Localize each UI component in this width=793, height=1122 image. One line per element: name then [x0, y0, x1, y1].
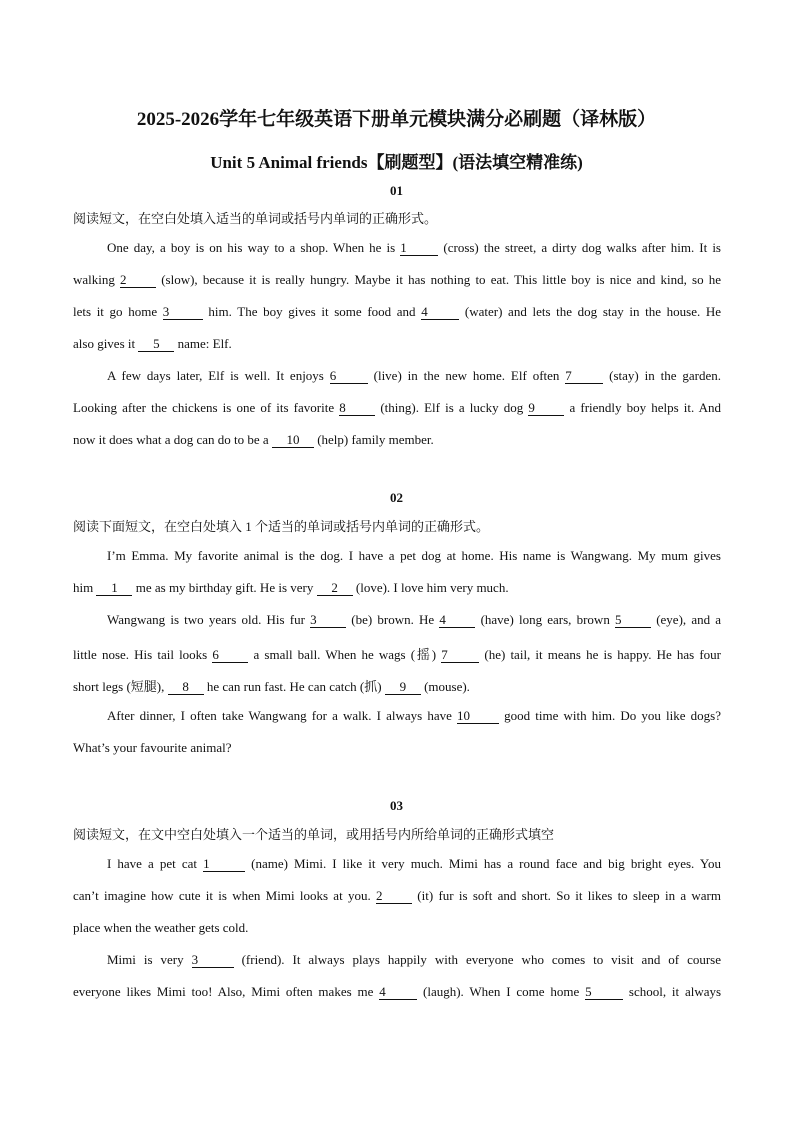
passage-line	[73, 676, 721, 695]
passage-line	[73, 432, 721, 448]
text: him	[73, 580, 94, 595]
text: short legs (短腿),	[73, 679, 165, 694]
answer-blank[interactable]: 10	[272, 433, 314, 448]
answer-blank[interactable]: 2	[376, 889, 412, 904]
text: (it) fur is soft and short. So it likes to sleep in a warm	[417, 888, 721, 903]
text: (stay) in the garden.	[609, 368, 721, 383]
text: a friendly boy helps it. And	[569, 400, 722, 415]
answer-blank[interactable]: 4	[379, 985, 417, 1000]
page-title: 2025-2026学年七年级英语下册单元模块满分必刷题（译林版）	[136, 109, 657, 130]
text: lets it go home	[73, 304, 158, 319]
text: (mouse).	[424, 679, 470, 694]
answer-blank[interactable]: 3	[192, 953, 234, 968]
answer-blank[interactable]: 2	[317, 581, 353, 596]
answer-blank[interactable]: 1	[400, 241, 438, 256]
passage-line	[73, 708, 721, 724]
passage-line	[73, 240, 721, 256]
passage-line	[73, 336, 721, 352]
passage-line: place when the weather gets cold.	[73, 920, 249, 935]
text: him. The boy gives it some food and	[208, 304, 416, 319]
text: (thing). Elf is a lucky dog	[380, 400, 524, 415]
answer-blank[interactable]: 7	[441, 648, 479, 663]
answer-blank[interactable]: 7	[565, 369, 603, 384]
answer-blank[interactable]: 8	[339, 401, 375, 416]
text: walking	[73, 272, 115, 287]
passage-line	[73, 984, 721, 1000]
text: One day, a boy is on his way to a shop. When he is	[107, 240, 396, 255]
passage-line	[73, 952, 721, 968]
answer-blank[interactable]: 10	[457, 709, 499, 724]
text: (live) in the new home. Elf often	[373, 368, 560, 383]
answer-blank[interactable]: 6	[330, 369, 368, 384]
text: (help) family member.	[317, 432, 434, 447]
passage-line	[73, 612, 721, 628]
text: Mimi is very	[107, 952, 184, 967]
text: little nose. His tail looks	[73, 647, 208, 662]
section-instruction: 阅读短文，在文中空白处填入一个适当的单词，或用括号内所给单词的正确形式填空	[73, 827, 555, 842]
text: a small ball. When he wags (摇)	[253, 647, 437, 662]
text: (water) and lets the dog stay in the house. He	[464, 304, 722, 319]
text: also gives it	[73, 336, 136, 351]
answer-blank[interactable]: 4	[421, 305, 459, 320]
text: he can run fast. He can catch (抓)	[206, 679, 382, 694]
text: (cross) the street, a dirty dog walks after him. It is	[443, 240, 721, 255]
text: everyone likes Mimi too! Also, Mimi often makes me	[73, 984, 374, 999]
text: (eye), and a	[656, 612, 722, 627]
text: can’t imagine how cute it is when Mimi looks at you.	[73, 888, 371, 903]
answer-blank[interactable]: 3	[163, 305, 203, 320]
answer-blank[interactable]: 2	[120, 273, 156, 288]
text: good time with him. Do you like dogs?	[504, 708, 722, 723]
section-number: 02	[390, 490, 403, 505]
text: (he) tail, it means he is happy. He has four	[484, 647, 721, 662]
text: me as my birthday gift. He is very	[135, 580, 314, 595]
answer-blank[interactable]: 9	[528, 401, 564, 416]
text: (have) long ears, brown	[480, 612, 610, 627]
answer-blank[interactable]: 4	[439, 613, 475, 628]
page-subtitle: Unit 5 Animal friends【刷题型】(语法填空精准练)	[210, 153, 583, 172]
answer-blank[interactable]: 1	[96, 581, 132, 596]
passage-line	[73, 368, 721, 384]
text: now it does what a dog can do to be a	[73, 432, 269, 447]
passage-line	[73, 304, 721, 320]
passage-line	[73, 644, 721, 663]
text: I have a pet cat	[107, 856, 197, 871]
section-number: 01	[390, 183, 403, 198]
answer-blank[interactable]: 5	[615, 613, 651, 628]
text: school, it always	[628, 984, 722, 999]
section-number: 03	[390, 798, 403, 813]
text: (love). I love him very much.	[355, 580, 509, 595]
text: After dinner, I often take Wangwang for a walk. I always have	[107, 708, 452, 723]
passage-line: What’s your favourite animal?	[73, 740, 232, 755]
answer-blank[interactable]: 8	[168, 680, 204, 695]
answer-blank[interactable]: 3	[310, 613, 346, 628]
section-instruction: 阅读短文，在空白处填入适当的单词或括号内单词的正确形式。	[73, 211, 438, 226]
text: Wangwang is two years old. His fur	[107, 612, 305, 627]
text: (be) brown. He	[351, 612, 435, 627]
text: (name) Mimi. I like it very much. Mimi has a round face and big bright eyes. You	[251, 856, 721, 871]
answer-blank[interactable]: 6	[212, 648, 248, 663]
passage-line	[73, 856, 721, 872]
text: A few days later, Elf is well. It enjoys	[107, 368, 324, 383]
text: (slow), because it is really hungry. Maybe it has nothing to eat. This little boy is nice and kind, so he	[161, 272, 721, 287]
answer-blank[interactable]: 5	[138, 337, 174, 352]
passage-line: I’m Emma. My favorite animal is the dog. I have a pet dog at home. His name is Wangwang. My mum gives	[107, 548, 721, 563]
text: (friend). It always plays happily with everyone who comes to visit and of course	[241, 952, 722, 967]
answer-blank[interactable]: 9	[385, 680, 421, 695]
answer-blank[interactable]: 1	[203, 857, 245, 872]
passage-line	[73, 580, 721, 596]
text: (laugh). When I come home	[423, 984, 580, 999]
passage-line	[73, 400, 721, 416]
text: name: Elf.	[177, 336, 232, 351]
answer-blank[interactable]: 5	[585, 985, 623, 1000]
text: Looking after the chickens is one of its favorite	[73, 400, 335, 415]
passage-line	[73, 888, 721, 904]
passage-line	[73, 272, 721, 288]
section-instruction: 阅读下面短文，在空白处填入 1 个适当的单词或括号内单词的正确形式。	[73, 519, 490, 534]
